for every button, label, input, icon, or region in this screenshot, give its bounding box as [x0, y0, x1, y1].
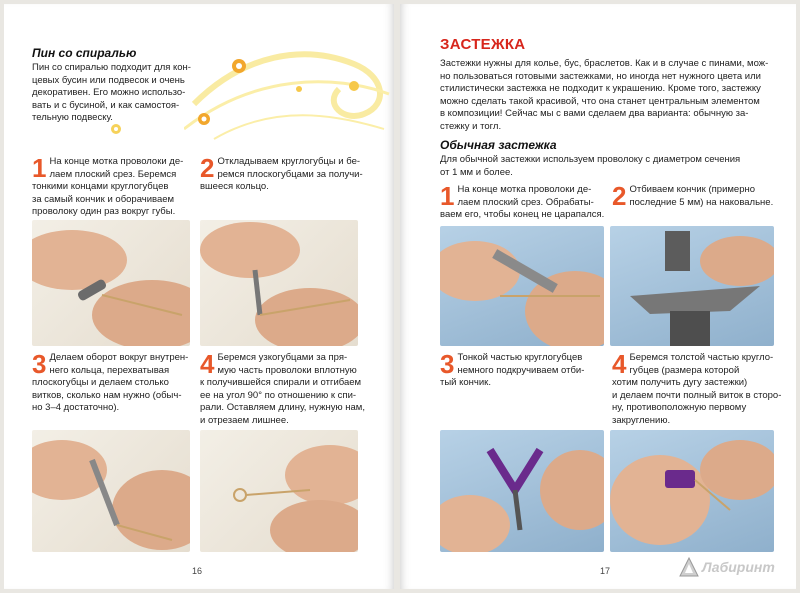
step-1: 1 На конце мотка проволоки де- лаем плоский срез. Беремся тонкими концами круглогубцев за самый кончик и оборачиваем проволоку один раз вокруг губы.: [32, 153, 184, 217]
watermark-text: Лабиринт: [702, 559, 775, 575]
step-number: 3: [440, 349, 455, 379]
photo-step-3: [440, 430, 604, 552]
step-number: 1: [32, 153, 47, 183]
step-1: 1 На конце мотка проволоки де- лаем плоский срез. Обрабаты- ваем его, чтобы конец не царапался.: [440, 181, 605, 220]
step-4: 4 Беремся толстой частью кругло- губцев (размера которой хотим получить дугу застежки) и делаем почти полный виток в сторо- ну, противоположную первому закруглению.: [612, 349, 782, 426]
step-4: 4 Беремся узкогубцами за пря- мую часть проволоки вплотную к получившейся спирали и отгибаем ее на угол 90° по отношению к спи- рали. Оставляем длину, нужную нам, и отрезаем лишнее.: [200, 349, 365, 426]
photo-step-2: [610, 226, 774, 346]
subsection-heading: Обычная застежка: [440, 138, 557, 152]
step-2: 2 Откладываем круглогубцы и бе- ремся плоскогубцами за получи- вшееся кольцо.: [200, 153, 363, 192]
step-2: 2 Отбиваем кончик (примерно последние 5 мм) на наковальне.: [612, 181, 774, 211]
photo-step-1: [32, 220, 190, 346]
hands-file-image: [440, 226, 604, 346]
photo-step-4: [610, 430, 774, 552]
hands-pliers-image: [32, 220, 190, 346]
intro-text: Пин со спиралью подходит для кон- цевых бусин или подвесок и очень декоративен. Его можно использо- вать и с бусиной, и как самостоя- тельную подвеску.: [32, 62, 191, 123]
hands-pliers-image: [32, 430, 190, 552]
right-page: [400, 4, 796, 589]
step-number: 1: [440, 181, 455, 211]
page-number: 16: [192, 566, 203, 576]
step-number: 3: [32, 349, 47, 379]
photo-step-2: [200, 220, 358, 346]
intro-text: Застежки нужны для колье, бус, браслетов. Как и в случае с пинами, мож- но пользоваться готовыми застежками, но иногда нет нужного цвета или стилистически застежка не подходит к украшению. Кроме того, застежку можно сделать такой красивой, что она станет центральным элементом в композиции! Сейчас мы с вами сделаем два варианта: обычную за- стежку и тогл.: [440, 58, 769, 132]
hands-pliers-image: [610, 430, 774, 552]
left-page: [4, 4, 394, 589]
labyrinth-logo-icon: [678, 556, 700, 578]
hands-wire-image: [200, 430, 358, 552]
page-title: ЗАСТЕЖКА: [440, 36, 526, 53]
step-number: 2: [612, 181, 627, 211]
photo-step-4: [200, 430, 358, 552]
anvil-hammer-image: [610, 226, 774, 346]
step-3: 3 Делаем оборот вокруг внутрен- него кольца, перехватывая плоскогубцы и делаем столько витков, сколько нам нужно (обыч- но 3–4 достаточно).: [32, 349, 189, 413]
step-number: 4: [200, 349, 215, 379]
photo-step-1: [440, 226, 604, 346]
decorative-swirl: [184, 34, 394, 144]
page-number: 17: [600, 566, 611, 576]
step-number: 2: [200, 153, 215, 183]
step-3: 3 Тонкой частью круглогубцев немного подкручиваем отби- тый кончик.: [440, 349, 585, 388]
sub-intro-text: Для обычной застежки используем проволоку с диаметром сечения от 1 мм и более.: [440, 154, 741, 178]
step-number: 4: [612, 349, 627, 379]
hands-pliers-image: [200, 220, 358, 346]
section-heading: Пин со спиралью: [32, 46, 137, 60]
watermark: [678, 556, 775, 578]
hands-pliers-image: [440, 430, 604, 552]
photo-step-3: [32, 430, 190, 552]
